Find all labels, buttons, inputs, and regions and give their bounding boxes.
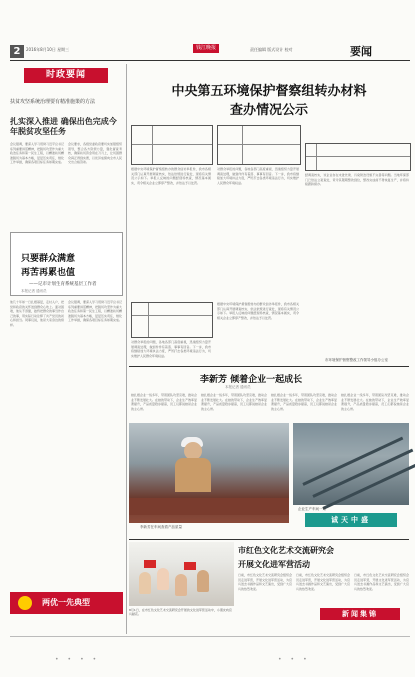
campaign-banner-text: 两优一先典型 xyxy=(42,598,90,607)
notice-body: 对群众举报的问题，各地各部门高度重视，迅速组织力量开展调查处理，做到件件有着落、事事有回音。下一步，我市将继续加大环境执法力度，严厉打击各类环境违法行为，切实维护人民群众环境权益。 xyxy=(217,167,299,185)
table-rule xyxy=(316,144,317,170)
newspaper-logo: 钱江晚报 xyxy=(193,44,219,53)
notice-table xyxy=(305,143,411,171)
child-figure xyxy=(175,574,187,596)
feature-body: 她扎根企业一线多年，带领团队攻坚克难，推动企业不断发展壮大。在她的带动下，企业生产效率显著提升，产品质量稳步提高，员工们都说她是企业的主心骨。 xyxy=(271,393,337,411)
notice-table xyxy=(131,302,213,338)
section-title: 要闻 xyxy=(350,45,372,58)
notice-body: 根据中央环境保护督察组转办的群众信访举报件，我市各相关部门认真开展调查核实，依法依规进行查处，现将有关情况公示如下。举报人反映的问题经现场核查，情况基本属实，责令相关企业立即停产整改，并依法予以处罚。 xyxy=(217,302,299,320)
flag-icon xyxy=(144,560,156,568)
article-body: 日前，市红色文化艺术交流研究会组织会员走进军营，开展文化进军营活动，为官兵送去书画作品和文艺演出，受到广大官兵的热烈欢迎。 xyxy=(296,573,350,591)
photo-caption: 企业生产车间一角 xyxy=(298,507,326,511)
feature-body: 她扎根企业一线多年，带领团队攻坚克难，推动企业不断发展壮大。在她的带动下，企业生产效率显著提升，产品质量稳步提高，员工们都说她是企业的主心骨。 xyxy=(201,393,267,411)
table-rule xyxy=(152,126,153,164)
feature-body: 她扎根企业一线多年，带领团队攻坚克难，推动企业不断发展壮大。在她的带动下，企业生产效率显著提升，产品质量稳步提高，员工们都说她是企业的主心骨。 xyxy=(341,393,409,411)
editor-credits: 责任编辑 版式设计 校对 xyxy=(250,47,293,52)
header-divider xyxy=(10,60,410,61)
section-tag: 时政要闻 xyxy=(24,68,108,83)
page-header xyxy=(0,0,415,58)
company-brand-banner: 诚天中盛 xyxy=(305,513,397,527)
worker-photo xyxy=(129,423,289,523)
profile-byline: 本报记者 通讯员 xyxy=(21,289,47,293)
feature-byline: 本报记者 通讯员 xyxy=(225,385,251,389)
registration-marks: ••• xyxy=(278,656,316,663)
child-figure xyxy=(197,570,209,592)
notice-body: 对群众举报的问题，各地各部门高度重视，迅速组织力量开展调查处理，做到件件有着落、事事有回音。下一步，我市将继续加大环境执法力度，严厉打击各类环境违法行为，切实维护人民群众环境权益。 xyxy=(131,340,211,358)
notice-body: 根据中央环境保护督察组转办的群众信访举报件，我市各相关部门认真开展调查核实，依法依规进行查处，现将有关情况公示如下。举报人反映的问题经现场核查，情况基本属实，责令相关企业立即停产整改，并依法予以处罚。 xyxy=(131,167,211,185)
table-rule xyxy=(218,144,300,145)
section-divider xyxy=(129,539,409,540)
profile-title: 再苦再累也值 xyxy=(21,268,76,278)
left-column xyxy=(10,64,123,630)
article-headline: 扎实深入推进 确保出色完成今年脱贫攻坚任务 xyxy=(10,117,117,136)
event-photo xyxy=(129,542,234,606)
article-body: 日前，市红色文化艺术交流研究会组织会员走进军营，开展文化进军营活动，为官兵送去书画作品和文艺演出，受到广大官兵的热烈欢迎。 xyxy=(238,573,292,591)
worker-figure xyxy=(175,458,211,492)
table-rule xyxy=(148,303,149,337)
profile-box xyxy=(10,232,123,296)
table-rule xyxy=(132,315,212,316)
notice-table xyxy=(217,125,301,165)
article-body: 他几十年如一日扎根基层，走村入户，把党和政府的关怀送到群众心坎上。面对困难，他从不退缩，始终把群众的事当作自己的事，用实际行动诠释了共产党员的初心和担当。同事们说，他是大家身边的榜样。 xyxy=(10,300,64,327)
article-body: 会议强调，要深入学习贯彻习近平总书记系列重要讲话精神，把脱贫攻坚作为重大政治任务和第一民生工程，以精准扶贫精准脱贫为基本方略，层层压实责任，细化工作举措，确保各项目标任务如期完成。 xyxy=(68,300,122,323)
party-emblem-icon xyxy=(18,596,32,610)
article-headline: 市红色文化艺术交流研究会 xyxy=(238,546,334,555)
page-footer-rule xyxy=(10,636,410,637)
photo-caption: 李新芳在车间查看产品质量 xyxy=(140,525,182,529)
page-number: 2 xyxy=(10,45,24,58)
notice-body: 经调查核实，该企业存在未批先建、污染防治设施不完善等问题。当地环保部门已依法立案查处，责令其限期整改到位，整改完成前不得恢复生产，并将持续跟踪督办。 xyxy=(305,173,409,187)
feature-headline: 李新芳 倾着企业一起成长 xyxy=(200,375,303,385)
article-body: 会议强调，要深入学习贯彻习近平总书记系列重要讲话精神，把脱贫攻坚作为重大政治任务和第一民生工程，以精准扶贫精准脱贫为基本方略，层层压实责任，细化工作举措，确保各项目标任务如期完成。 xyxy=(10,142,64,165)
profile-subtitle: ——记市计划生育系统基层工作者 xyxy=(29,282,97,287)
campaign-banner xyxy=(10,592,123,614)
child-figure xyxy=(139,572,151,594)
article-headline: 开展文化进军营活动 xyxy=(238,560,310,569)
registration-marks: •••• xyxy=(55,656,106,663)
child-figure xyxy=(157,568,169,590)
notice-title: 查办情况公示 xyxy=(229,103,308,118)
notice-title: 中央第五环境保护督察组转办材料 xyxy=(171,84,367,99)
notice-signature: 市环境保护督察整改工作领导小组办公室 xyxy=(325,358,388,362)
feature-body: 她扎根企业一线多年，带领团队攻坚克难，推动企业不断发展壮大。在她的带动下，企业生产效率显著提升，产品质量稳步提高，员工们都说她是企业的主心骨。 xyxy=(131,393,197,411)
notice-table xyxy=(131,125,213,165)
article-kicker: 扶贫攻坚系统治理要有精准施策的方法 xyxy=(10,99,96,105)
profile-title: 只要群众满意 xyxy=(21,254,76,264)
steel-beam xyxy=(129,498,289,515)
table-rule xyxy=(306,156,410,157)
article-body: 会议要求，各级党委政府要切实加强组织领导，整合各方资源力量，强化督查考核，确保扶贫资金用在刀刃上，让贫困群众真正得到实惠，以优异成绩向全市人民交出合格答卷。 xyxy=(68,142,122,165)
section-divider xyxy=(129,366,409,367)
photo-caption: 8月1日，在市红色文化艺术交流研究会开展的文化进军营活动中，小朋友向官兵献花。 xyxy=(129,608,232,616)
article-body: 日前，市红色文化艺术交流研究会组织会员走进军营，开展文化进军营活动，为官兵送去书画作品和文艺演出，受到广大官兵的热烈欢迎。 xyxy=(354,573,409,591)
table-rule xyxy=(242,126,243,164)
news-digest-banner: 新闻集锦 xyxy=(320,608,400,620)
flag-icon xyxy=(184,562,196,570)
factory-photo xyxy=(293,423,409,505)
table-rule xyxy=(132,144,212,145)
issue-date: 2016年8月10日 星期三 xyxy=(26,47,70,52)
column-divider xyxy=(126,64,127,634)
